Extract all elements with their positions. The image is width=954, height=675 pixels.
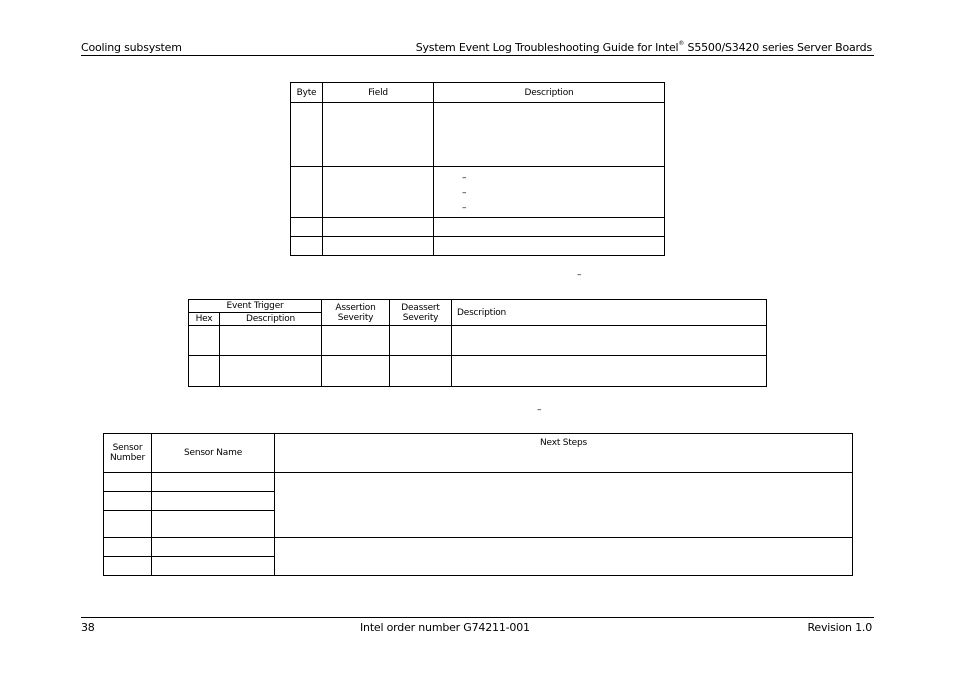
col-trigger-description: Description: [220, 313, 322, 326]
table-row: [104, 538, 853, 557]
table-row: [291, 167, 665, 218]
caption-dash: –: [537, 405, 542, 415]
table-row: [291, 237, 665, 256]
revision: Revision 1.0: [807, 621, 872, 634]
header-document-title: System Event Log Troubleshooting Guide for Intel® S5500/S3420 series Server Boards: [415, 40, 872, 54]
col-field: Field: [323, 83, 434, 103]
col-description: Description: [434, 83, 665, 103]
table-row: [291, 218, 665, 237]
col-assertion-severity: Assertion Severity: [322, 300, 390, 326]
col-deassert-severity: Deassert Severity: [390, 300, 452, 326]
registered-mark: ®: [678, 40, 685, 47]
table-row: [189, 356, 767, 387]
col-next-steps: Next Steps: [275, 434, 853, 473]
table-row: [189, 326, 767, 356]
sensor-next-steps-table: [103, 433, 853, 576]
sel-format-table: [290, 82, 665, 256]
header-section-title: Cooling subsystem: [81, 41, 182, 54]
caption-dash: –: [577, 270, 582, 280]
page-number: 38: [81, 621, 95, 634]
dash-list: – – –: [434, 167, 665, 218]
col-sensor-number: Sensor Number: [104, 434, 152, 473]
order-number: Intel order number G74211-001: [360, 621, 530, 634]
footer-rule: [81, 617, 874, 618]
event-trigger-table: [188, 299, 767, 387]
table-row: [104, 473, 853, 492]
col-sensor-name: Sensor Name: [152, 434, 275, 473]
header-rule: [81, 55, 874, 56]
col-event-trigger: Event Trigger: [189, 300, 322, 313]
table-row: [291, 103, 665, 167]
col-hex: Hex: [189, 313, 220, 326]
col-description-main: Description: [452, 300, 767, 326]
col-byte: Byte: [291, 83, 323, 103]
